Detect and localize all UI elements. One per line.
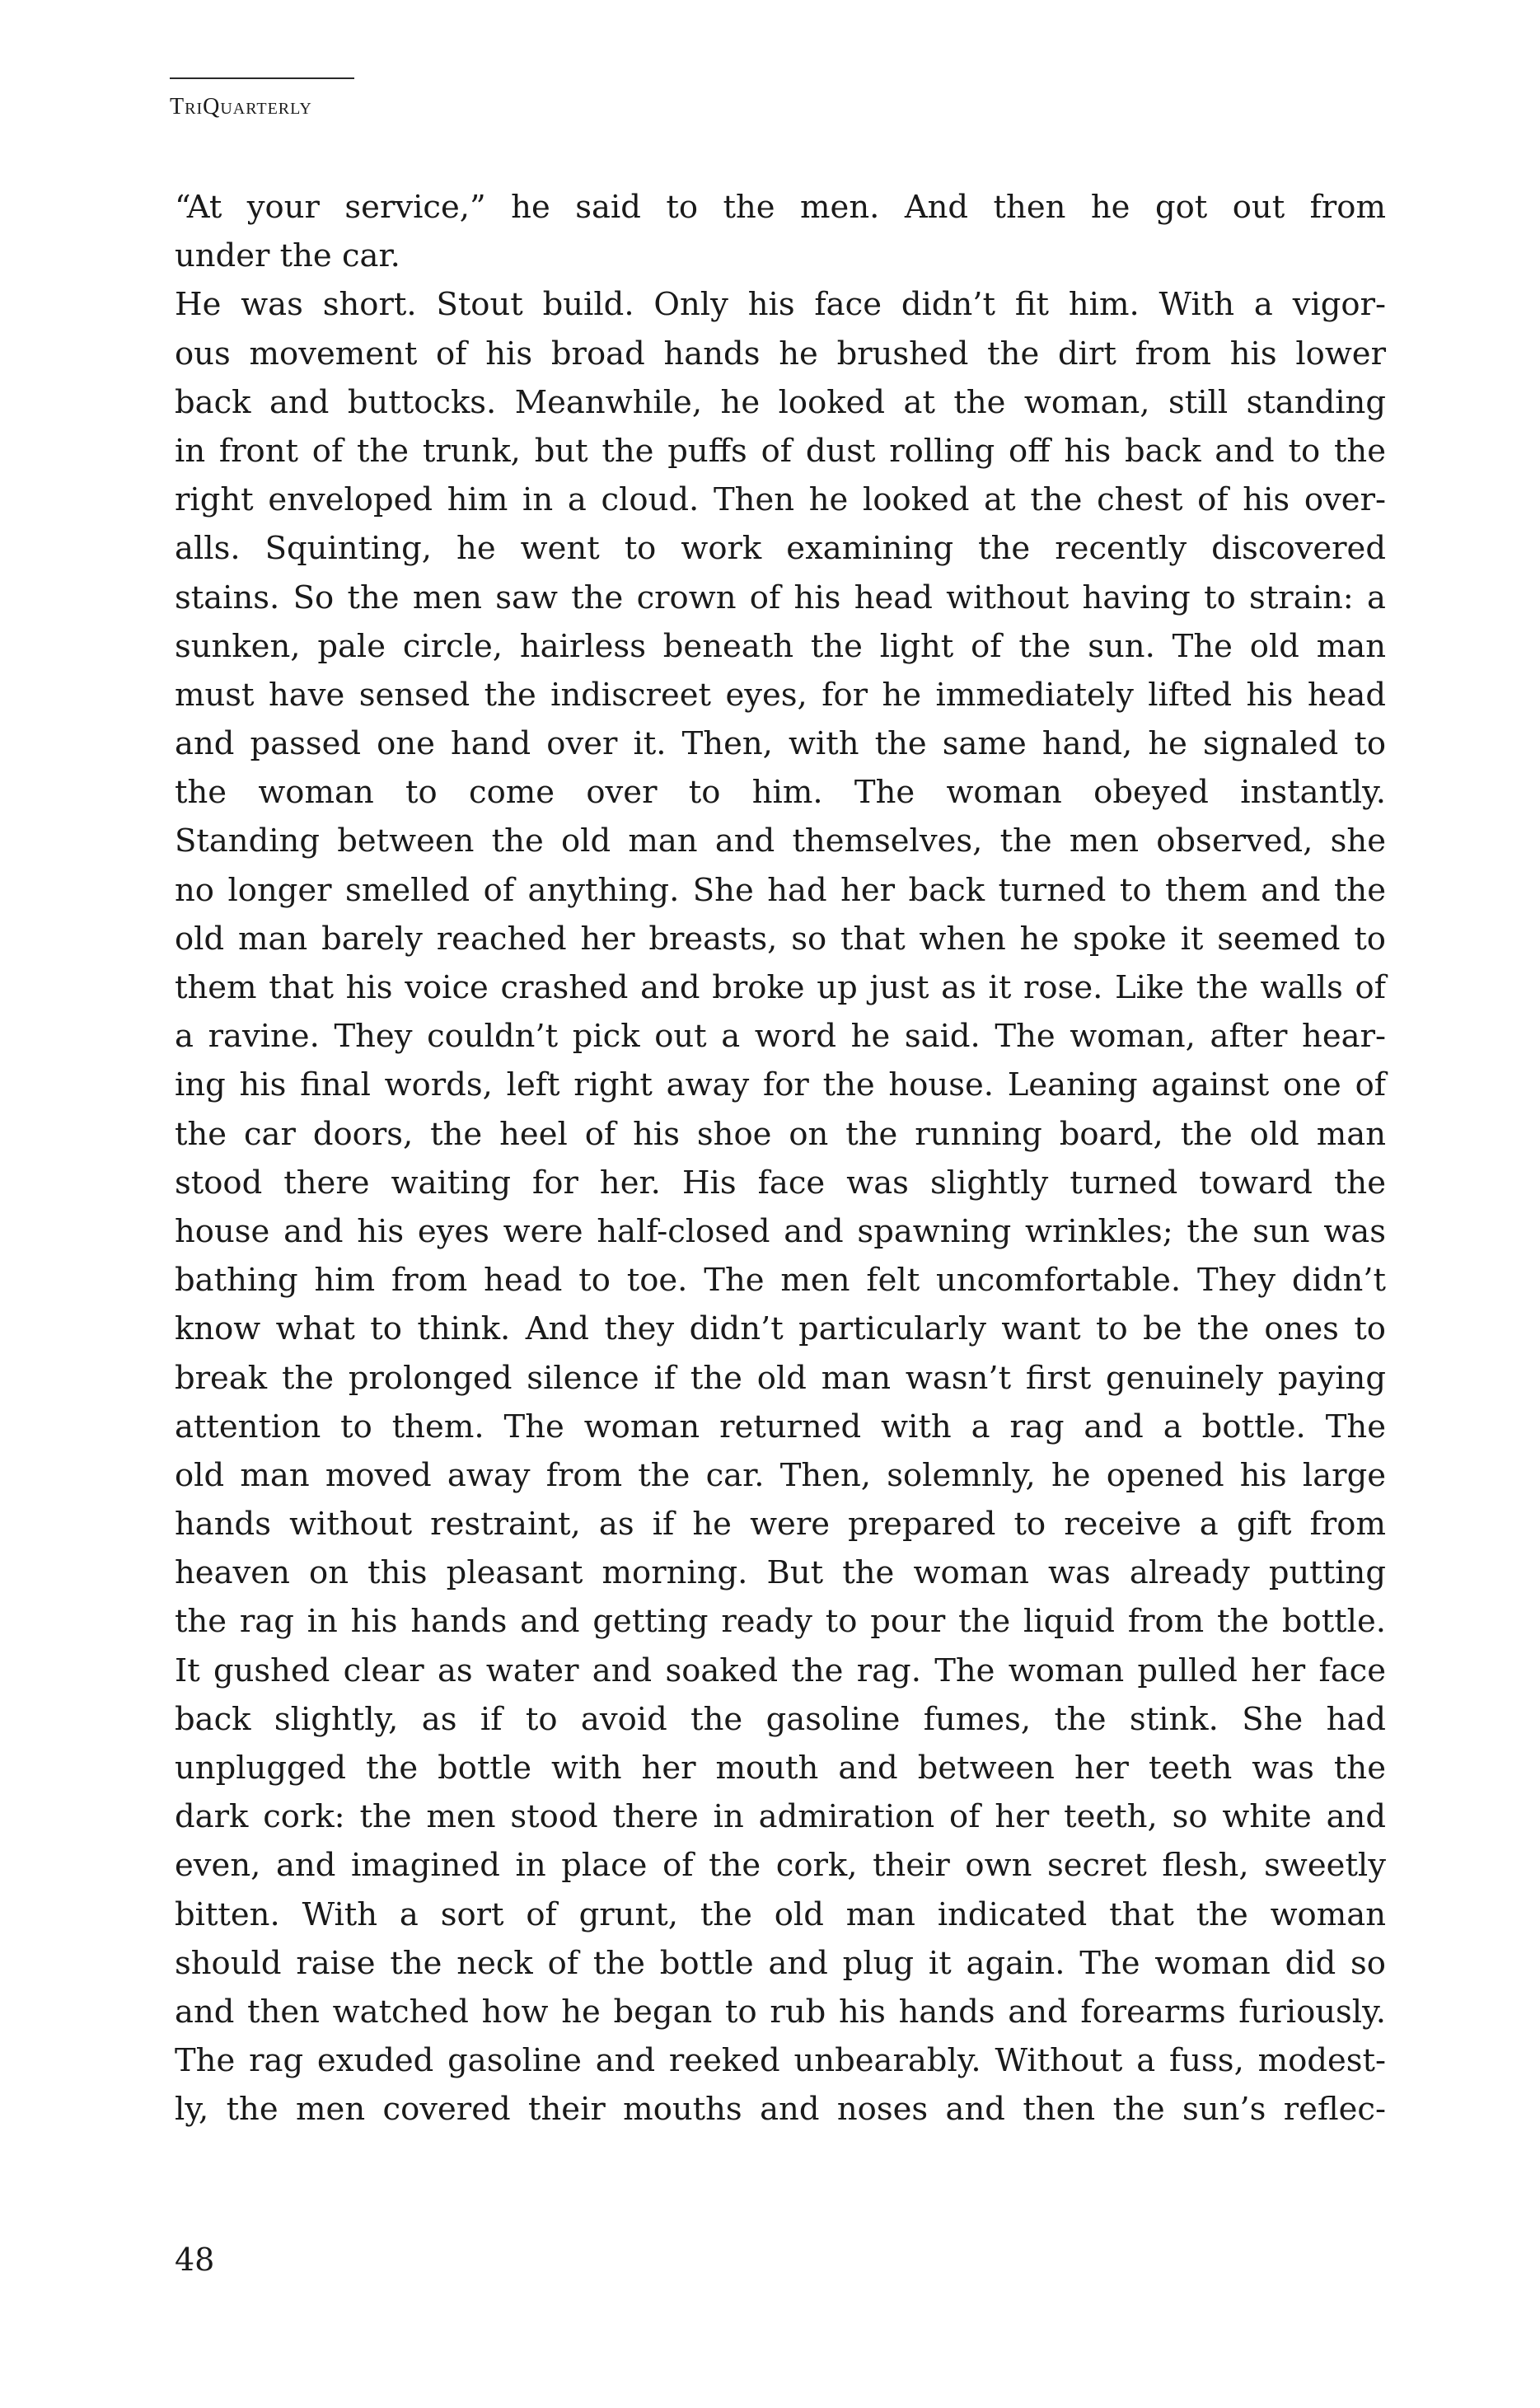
text-line: know what to think. And they didn’t particularly want to be the ones to <box>175 1310 1386 1348</box>
text-line: in front of the trunk, but the puffs of dust rolling off his back and to the <box>175 432 1386 470</box>
text-line: Standing between the old man and themselves, the men observed, she <box>175 822 1386 860</box>
text-line: the car doors, the heel of his shoe on the running board, the old man <box>175 1115 1386 1153</box>
text-line: must have sensed the indiscreet eyes, for he immediately lifted his head <box>175 676 1386 714</box>
text-line: hands without restraint, as if he were prepared to receive a gift from <box>175 1506 1386 1544</box>
text-line: back and buttocks. Meanwhile, he looked at the woman, still standing <box>175 383 1386 421</box>
text-line: alls. Squinting, he went to work examining the recently discovered <box>175 530 1386 568</box>
text-line: bitten. With a sort of grunt, the old man indicated that the woman <box>175 1895 1386 1933</box>
running-title: TriQuarterly <box>170 94 312 119</box>
text-line: ly, the men covered their mouths and noses and then the sun’s reflec- <box>175 2091 1386 2129</box>
text-line: should raise the neck of the bottle and plug it again. The woman did so <box>175 1944 1386 1982</box>
text-line: break the prolonged silence if the old man wasn’t first genuinely paying <box>175 1359 1386 1397</box>
text-line: under the car. <box>175 237 400 275</box>
text-line: the woman to come over to him. The woman obeyed instantly. <box>175 774 1386 812</box>
text-line: the rag in his hands and getting ready to pour the liquid from the bottle. <box>175 1603 1386 1641</box>
text-line: and passed one hand over it. Then, with the same hand, he signaled to <box>175 725 1386 763</box>
text-line: old man barely reached her breasts, so that when he spoke it seemed to <box>175 920 1386 958</box>
text-line: no longer smelled of anything. She had her back turned to them and the <box>175 871 1386 909</box>
text-line: house and his eyes were half-closed and spawning wrinkles; the sun was <box>175 1212 1386 1250</box>
text-line: ing his final words, left right away for the house. Leaning against one of <box>175 1066 1386 1104</box>
text-line: “At your service,” he said to the men. And then he got out from <box>175 189 1386 226</box>
text-line: them that his voice crashed and broke up just as it rose. Like the walls of <box>175 969 1386 1006</box>
text-line: right enveloped him in a cloud. Then he looked at the chest of his over- <box>175 481 1386 519</box>
text-line: old man moved away from the car. Then, solemnly, he opened his large <box>175 1456 1386 1494</box>
text-line: It gushed clear as water and soaked the rag. The woman pulled her face <box>175 1651 1386 1689</box>
header-rule <box>170 77 354 79</box>
text-line: a ravine. They couldn’t pick out a word he said. The woman, after hear- <box>175 1018 1386 1056</box>
text-line: ous movement of his broad hands he brushed the dirt from his lower <box>175 335 1386 372</box>
text-line: stood there waiting for her. His face was slightly turned toward the <box>175 1164 1386 1202</box>
text-line: stains. So the men saw the crown of his head without having to strain: a <box>175 579 1386 616</box>
body-text <box>175 183 1386 2134</box>
text-line: back slightly, as if to avoid the gasoline fumes, the stink. She had <box>175 1700 1386 1738</box>
running-head <box>170 77 354 120</box>
text-line: sunken, pale circle, hairless beneath the light of the sun. The old man <box>175 627 1386 665</box>
text-line: and then watched how he began to rub his hands and forearms furiously. <box>175 1993 1386 2031</box>
text-line: heaven on this pleasant morning. But the woman was already putting <box>175 1554 1386 1592</box>
text-line: attention to them. The woman returned with a rag and a bottle. The <box>175 1408 1386 1445</box>
text-line: unplugged the bottle with her mouth and between her teeth was the <box>175 1750 1386 1787</box>
text-line: The rag exuded gasoline and reeked unbearably. Without a fuss, modest- <box>175 2042 1386 2080</box>
page-number: 48 <box>175 2242 215 2278</box>
text-line: dark cork: the men stood there in admiration of her teeth, so white and <box>175 1798 1386 1836</box>
text-line: bathing him from head to toe. The men felt uncomfortable. They didn’t <box>175 1262 1386 1300</box>
text-line: He was short. Stout build. Only his face didn’t fit him. With a vigor- <box>175 286 1386 324</box>
text-line: even, and imagined in place of the cork, their own secret flesh, sweetly <box>175 1847 1386 1885</box>
